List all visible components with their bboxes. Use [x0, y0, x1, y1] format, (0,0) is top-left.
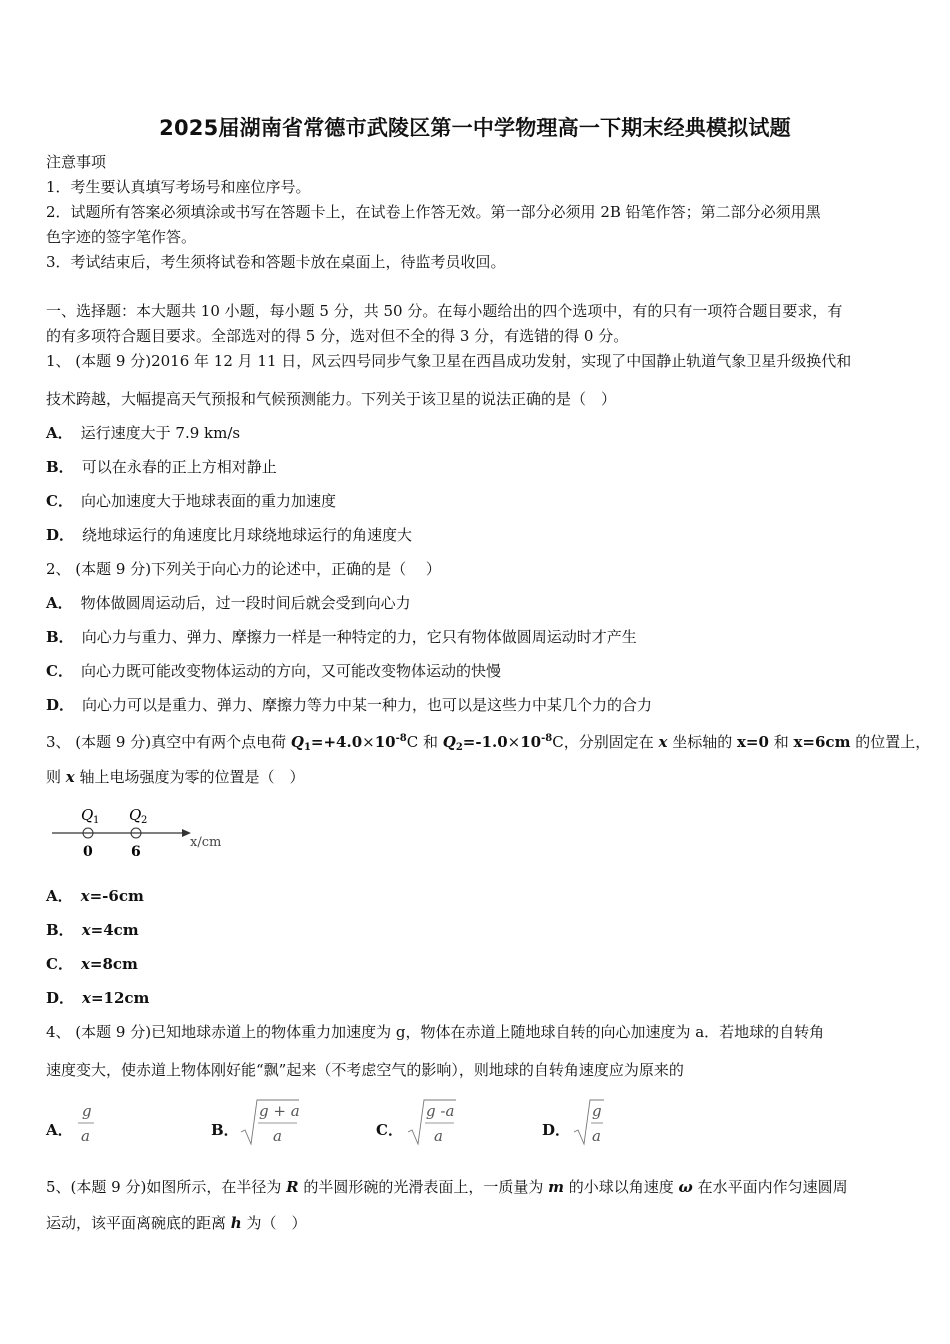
fig-q2-label: Q	[129, 806, 142, 824]
q5-text: 在水平面内作匀速圆周	[692, 1178, 848, 1196]
q5-var-r: R	[286, 1178, 299, 1196]
frac-den: a	[81, 1127, 90, 1145]
option-var: x	[82, 989, 91, 1007]
q3-option-b[interactable]	[46, 920, 139, 940]
q2-option-d[interactable]	[46, 695, 652, 715]
q5-var-m: m	[548, 1178, 564, 1196]
option-text: 向心力与重力、弹力、摩擦力一样是一种特定的力，它只有物体做圆周运动时才产生	[81, 628, 637, 646]
notice-item-2: 2．试题所有答案必须填涂或书写在答题卡上，在试卷上作答无效。第一部分必须用 2B 铅笔作答；第二部分必须用黑	[46, 203, 821, 221]
frac-num: g	[592, 1102, 602, 1120]
q2-option-a[interactable]	[46, 593, 411, 613]
q3-q2-symbol: Q	[442, 733, 456, 751]
q5-text: 的小球以角速度	[564, 1178, 679, 1196]
option-label: D．	[46, 526, 75, 544]
q3-q2-sub: 2	[455, 742, 463, 753]
q3-text: 和	[768, 733, 794, 751]
q3-x-var: x	[658, 733, 668, 751]
q4-option-b[interactable]	[211, 1098, 341, 1148]
q2-option-b[interactable]	[46, 627, 637, 647]
option-text: =8cm	[89, 955, 138, 973]
sqrt-g-plus-a-over-a	[239, 1098, 319, 1148]
q3-x6: x=6cm	[793, 733, 851, 751]
question-5-stem-line1	[46, 1177, 906, 1197]
q3-times: ×	[362, 733, 375, 751]
question-3-stem-line1	[46, 729, 931, 758]
q3-text: 3、 (本题 9 分)真空中有两个点电荷	[46, 733, 291, 751]
q1-option-a[interactable]	[46, 423, 240, 443]
q5-var-omega: ω	[678, 1178, 693, 1196]
option-label: C．	[376, 1121, 403, 1139]
q5-text: 的半圆形碗的光滑表面上，一质量为	[298, 1178, 549, 1196]
q3-exp: -8	[395, 733, 407, 744]
charge-axis-figure	[50, 802, 240, 862]
page-title: 2025届湖南省常德市武陵区第一中学物理高一下期末经典模拟试题	[159, 116, 791, 140]
q5-text: 5、(本题 9 分)如图所示，在半径为	[46, 1178, 287, 1196]
question-4-stem-line2: 速度变大，使赤道上物体刚好能“飘”起来（不考虑空气的影响），则地球的自转角速度应为原来的	[46, 1061, 684, 1079]
frac-den: a	[273, 1127, 282, 1145]
question-1-stem-line1: 1、 (本题 9 分)2016 年 12 月 11 日，风云四号同步气象卫星在西昌成功发射，实现了中国静止轨道气象卫星升级换代和	[46, 352, 852, 370]
option-text: 向心加速度大于地球表面的重力加速度	[80, 492, 336, 510]
q1-option-b[interactable]	[46, 457, 277, 477]
q2-option-c[interactable]	[46, 661, 501, 681]
frac-den: a	[592, 1127, 601, 1145]
option-label: B．	[46, 921, 74, 939]
option-var: x	[81, 921, 91, 939]
fig-axis-label: x/cm	[190, 835, 222, 850]
q1-option-d[interactable]	[46, 525, 412, 545]
q3-x-var: x	[65, 768, 75, 786]
q4-option-d[interactable]	[542, 1098, 642, 1148]
option-label: D．	[46, 696, 75, 714]
q3-text: 则	[46, 768, 66, 786]
q3-ten: 10	[374, 733, 396, 751]
notice-heading: 注意事项	[46, 153, 107, 171]
fig-tick-6: 6	[131, 844, 141, 860]
option-text: =4cm	[90, 921, 139, 939]
q3-x0: x=0	[736, 733, 769, 751]
option-text: 运行速度大于 7.9 km/s	[80, 424, 241, 442]
frac-num: g -a	[426, 1102, 455, 1120]
question-1-stem-line2: 技术跨越，大幅提高天气预报和气候预测能力。下列关于该卫星的说法正确的是（ ）	[46, 390, 617, 408]
notice-item-1: 1．考生要认真填写考场号和座位序号。	[46, 178, 311, 196]
option-label: A．	[46, 887, 73, 905]
option-text: 向心力可以是重力、弹力、摩擦力等力中某一种力，也可以是这些力中某几个力的合力	[82, 696, 653, 714]
option-var: x	[80, 955, 90, 973]
option-label: B．	[46, 628, 74, 646]
q3-exp: -8	[541, 733, 553, 744]
question-5-stem-line2	[46, 1213, 906, 1233]
option-label: A．	[46, 1121, 73, 1139]
q3-times: ×	[507, 733, 521, 751]
option-text: 绕地球运行的角速度比月球绕地球运行的角速度大	[82, 526, 413, 544]
question-2-stem: 2、 (本题 9 分)下列关于向心力的论述中，正确的是（ ）	[46, 560, 441, 578]
option-label: A．	[46, 594, 73, 612]
q3-q1-value: =+4.0	[310, 733, 363, 751]
q5-text: 为（ ）	[241, 1214, 307, 1232]
q3-ten: 10	[520, 733, 542, 751]
option-label: C．	[46, 492, 73, 510]
fig-q1-label: Q	[81, 806, 94, 824]
sqrt-g-minus-a-over-a	[406, 1098, 486, 1148]
notice-item-2-cont: 色字迹的签字笔作答。	[46, 228, 197, 246]
q3-q1-symbol: Q	[290, 733, 304, 751]
question-3-stem-line2	[46, 767, 906, 787]
option-label: A．	[46, 424, 73, 442]
q3-text: C 和	[406, 733, 443, 751]
option-text: =12cm	[90, 989, 150, 1007]
q5-var-h: h	[230, 1214, 242, 1232]
frac-den: a	[434, 1127, 443, 1145]
q3-option-c[interactable]	[46, 954, 138, 974]
fig-q1-sub: 1	[93, 815, 100, 826]
option-label: C．	[46, 955, 73, 973]
q3-text: 轴上电场强度为零的位置是（ ）	[74, 768, 305, 786]
section-instructions-line2: 的有多项符合题目要求。全部选对的得 5 分，选对但不全的得 3 分，有选错的得 0 分。	[46, 327, 629, 345]
q3-text: 的位置上，	[850, 733, 931, 751]
frac-num: g	[82, 1102, 92, 1120]
section-instructions-line1: 一、选择题：本大题共 10 小题，每小题 5 分，共 50 分。在每小题给出的四个选项中，有的只有一项符合题目要求，有	[46, 302, 843, 320]
frac-num: g + a	[259, 1102, 300, 1120]
option-label: B．	[211, 1121, 239, 1139]
q3-text: 坐标轴的	[667, 733, 737, 751]
option-label: B．	[46, 458, 74, 476]
q3-q1-sub: 1	[303, 742, 311, 753]
option-var: x	[80, 887, 90, 905]
fig-q2-sub: 2	[141, 815, 148, 826]
option-label: C．	[46, 662, 73, 680]
option-text: 向心力既可能改变物体运动的方向，又可能改变物体运动的快慢	[80, 662, 501, 680]
option-label: D．	[542, 1121, 571, 1139]
option-text: 可以在永春的正上方相对静止	[81, 458, 277, 476]
option-label: D．	[46, 989, 75, 1007]
question-4-stem-line1: 4、 (本题 9 分)已知地球赤道上的物体重力加速度为 g，物体在赤道上随地球自转的向心加速度为 a．若地球的自转角	[46, 1023, 825, 1041]
q3-option-a[interactable]	[46, 886, 144, 906]
q3-q2-value: =-1.0	[462, 733, 508, 751]
fraction-g-over-a	[74, 1098, 114, 1148]
sqrt-g-over-a	[572, 1098, 622, 1148]
fig-tick-0: 0	[83, 844, 93, 860]
q3-text: C，分别固定在	[552, 733, 659, 751]
q4-option-c[interactable]	[376, 1098, 506, 1148]
option-text: 物体做圆周运动后，过一段时间后就会受到向心力	[80, 594, 411, 612]
q3-option-d[interactable]	[46, 988, 149, 1008]
notice-item-3: 3．考试结束后，考生须将试卷和答题卡放在桌面上，待监考员收回。	[46, 253, 506, 271]
option-text: =-6cm	[89, 887, 144, 905]
q5-text: 运动，该平面离碗底的距离	[46, 1214, 231, 1232]
q1-option-c[interactable]	[46, 491, 336, 511]
q4-option-a[interactable]	[46, 1098, 166, 1148]
